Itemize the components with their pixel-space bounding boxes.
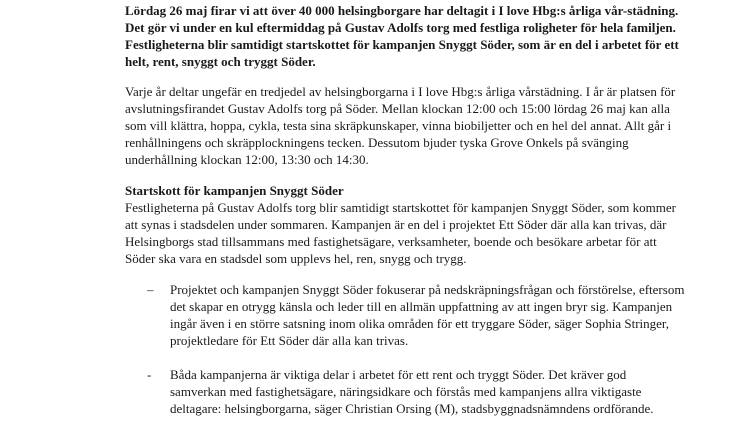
quote-text: Båda kampanjerna är viktiga delar i arbetet för ett rent och tryggt Söder. Det kräver god samverkan med fastighetsägare, näringsidkare och förstås med kampanjens allra viktigaste deltagare: helsingborgarna, säger Christian Orsing (M), stadsbyggnadsnämndens ordförande. [170, 367, 654, 416]
bullet-dash-icon: - [147, 367, 152, 382]
section-paragraph: Festligheterna på Gustav Adolfs torg blir samtidigt startskottet för kampanjen Snyggt Söder, som kommer att synas i stadsdelen under sommaren. Kampanjen är en del i projektet Ett Söder där alla kan trivas, där Helsingborgs stad tillsammans med fastighetsägare, verksamheter, boende och besökare arbetar för att Söder ska vara en stadsdel som upplevs hel, ren, snygg och trygg. [125, 200, 676, 266]
press-release-document [125, 0, 685, 434]
quote-list [125, 281, 685, 417]
bullet-dash-icon: – [147, 282, 154, 297]
lead-paragraph: Lördag 26 maj firar vi att över 40 000 helsingborgare har deltagit i I love Hbg:s årliga vår-städning. Det gör vi under en kul eftermiddag på Gustav Adolfs torg med festliga roligheter för hela familjen. Festligheterna blir samtidigt startskottet för kampanjen Snyggt Söder, som är en del i arbetet för ett helt, rent, snyggt och tryggt Söder. [125, 3, 679, 69]
quote-text: Projektet och kampanjen Snyggt Söder fokuserar på nedskräpningsfrågan och förstörelse, eftersom det skapar en otrygg känsla och leder till en allmän uppfattning av att ingen bryr sig. Kampanjen ingår även i en större satsning inom olika områden för ett tryggare Söder, säger Sophia Stringer, projektledare för Ett Söder där alla kan trivas. [170, 282, 685, 348]
quote-item-orsing [125, 366, 685, 417]
intro-paragraph: Varje år deltar ungefär en tredjedel av helsingborgarna i I love Hbg:s årliga vårstädning. I år är platsen för avslutningsfirandet Gustav Adolfs torg på Söder. Mellan klockan 12:00 och 15:00 lördag 26 maj kan alla som vill klättra, hoppa, cykla, testa sina skräpkunskaper, vinna biobiljetter och en hel del annat. Allt går i renhållningens och skräpplockningens tecken. Dessutom bjuder tyska Grove Onkels på svänging underhållning klockan 12:00, 13:30 och 14:30. [125, 84, 676, 167]
quote-item-stringer [125, 281, 685, 349]
section-heading: Startskott för kampanjen Snyggt Söder [125, 183, 344, 198]
